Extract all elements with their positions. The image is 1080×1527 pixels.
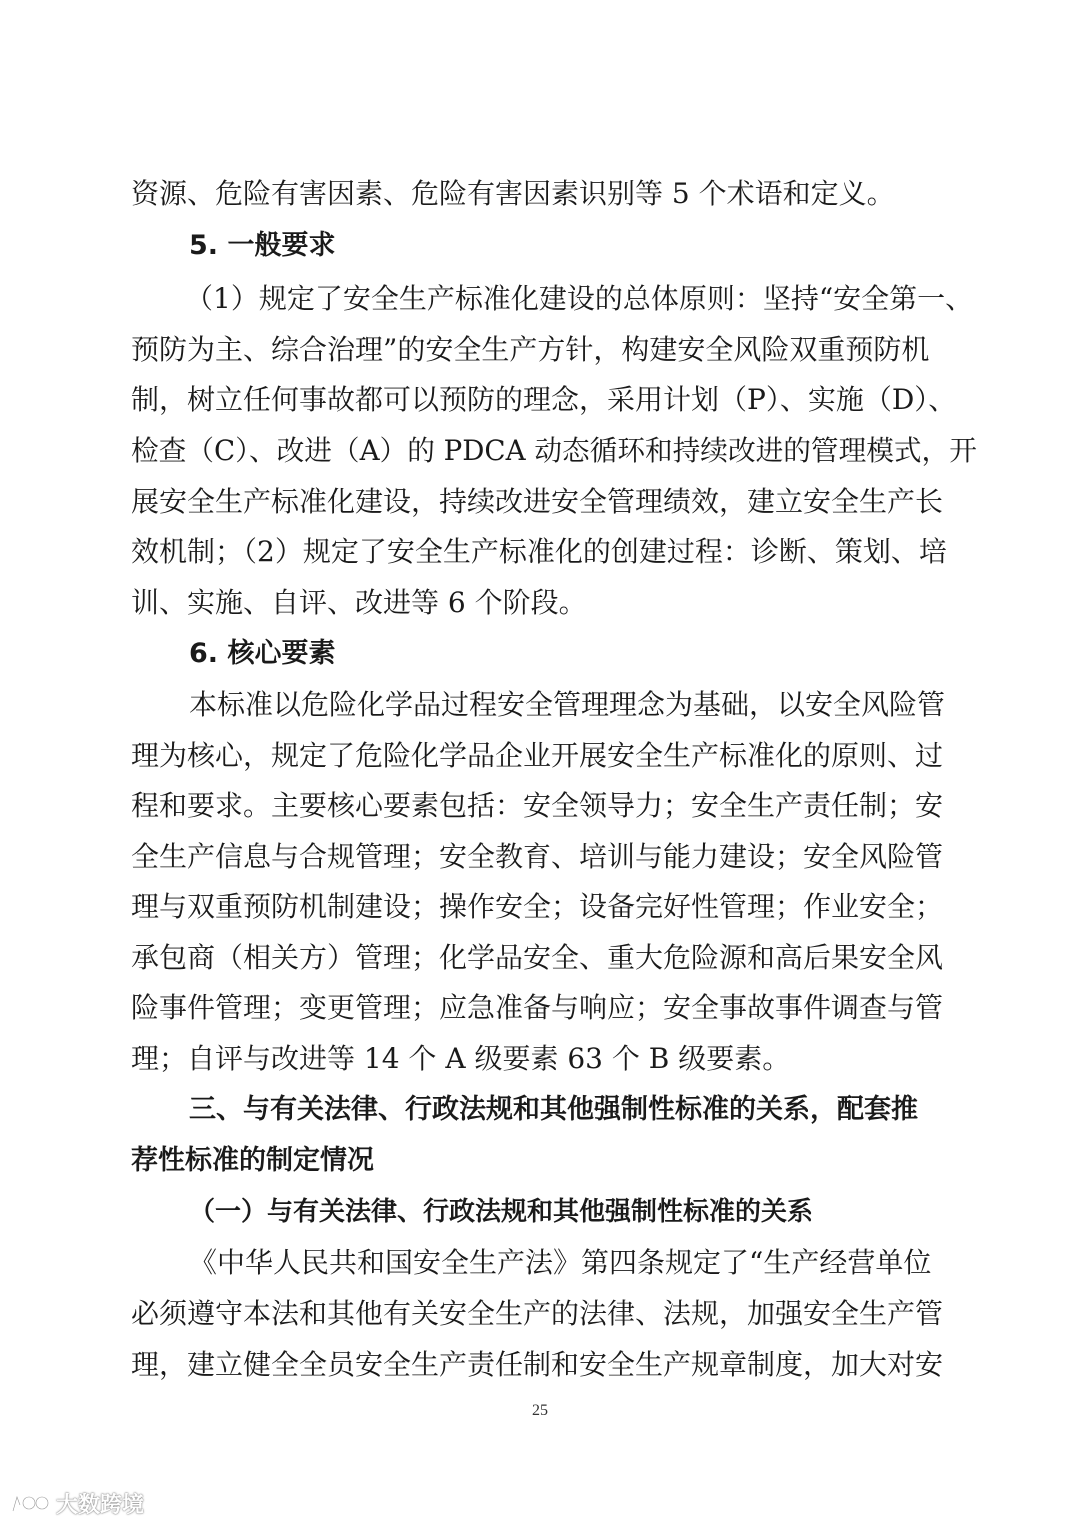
body-line: 资源、危险有害因素、危险有害因素识别等 5 个术语和定义。: [131, 177, 895, 210]
page-number: 25: [532, 1402, 548, 1419]
watermark-logo-icon: [10, 1491, 50, 1515]
section-heading-core-elements: 6. 核心要素: [189, 638, 336, 669]
body-line: 训、实施、自评、改进等 6 个阶段。: [131, 586, 587, 619]
body-line: 理；自评与改进等 14 个 A 级要素 63 个 B 级要素。: [131, 1042, 791, 1075]
body-line: 程和要求。主要核心要素包括：安全领导力；安全生产责任制；安: [131, 789, 944, 822]
body-line: 理，建立健全全员安全生产责任制和安全生产规章制度，加大对安: [131, 1348, 944, 1381]
watermark: [10, 1488, 144, 1518]
body-line: 本标准以危险化学品过程安全管理理念为基础，以安全风险管: [189, 688, 946, 721]
body-line: 检查（C）、改进（A）的 PDCA 动态循环和持续改进的管理模式，开: [131, 434, 977, 467]
body-line: 理为核心，规定了危险化学品企业开展安全生产标准化的原则、过: [131, 739, 944, 772]
section-heading-general-requirements: 5. 一般要求: [189, 230, 336, 261]
chapter-heading: 三、与有关法律、行政法规和其他强制性标准的关系，配套推: [189, 1094, 918, 1125]
subsection-heading: （一）与有关法律、行政法规和其他强制性标准的关系: [189, 1197, 814, 1227]
body-line: 制，树立任何事故都可以预防的理念，采用计划（P）、实施（D）、: [131, 383, 957, 416]
body-line: 必须遵守本法和其他有关安全生产的法律、法规，加强安全生产管: [131, 1297, 944, 1330]
watermark-text: 大数跨境: [56, 1492, 145, 1518]
chapter-heading-continued: 荐性标准的制定情况: [131, 1145, 374, 1176]
body-line: （1）规定了安全生产标准化建设的总体原则：坚持“安全第一、: [185, 282, 974, 315]
body-line: 效机制；（2）规定了安全生产标准化的创建过程：诊断、策划、培: [131, 535, 947, 568]
body-line: 全生产信息与合规管理；安全教育、培训与能力建设；安全风险管: [131, 840, 944, 873]
body-line: 《中华人民共和国安全生产法》第四条规定了“生产经营单位: [189, 1246, 932, 1279]
body-line: 理与双重预防机制建设；操作安全；设备完好性管理；作业安全；: [131, 890, 944, 923]
body-line: 预防为主、综合治理”的安全生产方针，构建安全风险双重预防机: [131, 333, 930, 366]
body-line: 展安全生产标准化建设，持续改进安全管理绩效，建立安全生产长: [131, 485, 944, 518]
body-line: 承包商（相关方）管理；化学品安全、重大危险源和高后果安全风: [131, 941, 944, 974]
body-line: 险事件管理；变更管理；应急准备与响应；安全事故事件调查与管: [131, 991, 944, 1024]
